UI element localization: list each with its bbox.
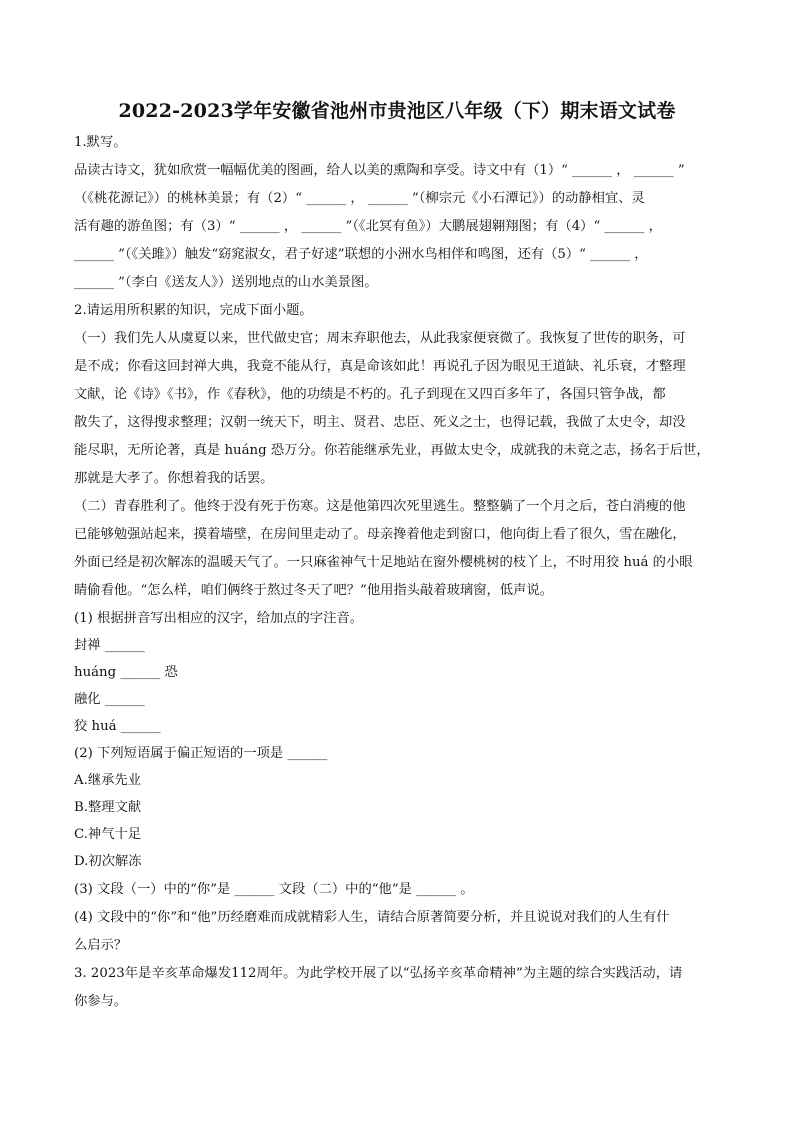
- text-line: 睛偷看他。“怎么样，咱们俩终于熬过冬天了吧？”他用指头敲着玻璃窗，低声说。: [74, 583, 553, 598]
- text-line: 文献，论《诗》《书》，作《春秋》，他的功绩是不朽的。孔子到现在又四百多年了，各国只管争战，都: [74, 387, 666, 402]
- text-line: ______ ”（《关雎》）触发“窈窕淑女，君子好逑”联想的小洲水鸟相伴和鸣图，还有（5）“ ______ ，: [74, 247, 648, 262]
- text-line: 能尽职，无所论著，真是 huáng 恐万分。你若能继承先业，再做太史令，成就我的未竟之志，扬名于后世，: [74, 443, 710, 458]
- text-line: 封禅 ______: [74, 638, 145, 653]
- text-line: B.整理文献: [74, 800, 142, 815]
- text-line: (1) 根据拼音写出相应的汉字，给加点的字注音。: [74, 611, 363, 626]
- text-line: 1.默写。: [74, 135, 127, 150]
- text-line: (2) 下列短语属于偏正短语的一项是 ______: [74, 746, 328, 761]
- text-line: (3) 文段（一）中的“你”是 ______ 文段（二）中的“他”是 ______ 。: [74, 882, 474, 897]
- text-line: C.神气十足: [74, 827, 142, 842]
- text-line: 已能够勉强站起来，摸着墙壁，在房间里走动了。母亲搀着他走到窗口，他向街上看了很久，雪在融化，: [74, 527, 686, 542]
- text-line: 品读古诗文，犹如欣赏一幅幅优美的图画，给人以美的熏陶和享受。诗文中有（1）“ ______ ， ______ ”: [74, 163, 685, 178]
- text-line: 散失了，这得搜求整理；汉朝一统天下，明主、贤君、忠臣、死义之士，也得记载，我做了太史令，却没: [74, 415, 686, 430]
- text-line: 活有趣的游鱼图；有（3）“ ______ ， ______ ”（《北冥有鱼》）大鹏展翅翱翔图；有（4）“ ______ ，: [74, 219, 662, 234]
- text-line: 是不成；你看这回封禅大典，我竟不能从行，真是命该如此！再说孔子因为眼见王道缺、礼乐衰，才整理: [74, 359, 686, 374]
- text-line: 你参与。: [74, 994, 128, 1009]
- text-line: 外面已经是初次解冻的温暖天气了。一只麻雀神气十足地站在窗外樱桃树的枝丫上，不时用狡 huá 的小眼: [74, 555, 693, 570]
- text-line: （一）我们先人从虞夏以来，世代做史官；周末弃职他去，从此我家便衰微了。我恢复了世传的职务，可: [74, 331, 686, 346]
- text-line: 狡 huá ______: [74, 719, 161, 734]
- text-line: (4) 文段中的“你”和“他”历经磨难而成就精彩人生，请结合原著简要分析，并且说说对我们的人生有什: [74, 910, 670, 925]
- text-line: A.继承先业: [74, 773, 142, 788]
- document-title: 2022-2023学年安徽省池州市贵池区八年级（下）期末语文试卷: [118, 100, 676, 122]
- text-line: 2.请运用所积累的知识，完成下面小题。: [74, 303, 313, 318]
- text-line: 那就是大孝了。你想着我的话罢。: [74, 471, 274, 486]
- text-line: 融化 ______: [74, 692, 145, 707]
- text-line: 么启示？: [74, 938, 128, 953]
- text-line: 3. 2023年是辛亥革命爆发112周年。为此学校开展了以“弘扬辛亥革命精神”为主题的综合实践活动，请: [74, 966, 683, 981]
- text-line: （二）青春胜利了。他终于没有死于伤寒。这是他第四次死里逃生。整整躺了一个月之后，苍白消瘦的他: [74, 499, 686, 514]
- text-line: D.初次解冻: [74, 854, 142, 869]
- text-line: huáng ______ 恐: [74, 665, 178, 680]
- text-line: （《桃花源记》）的桃林美景；有（2）“ ______ ， ______ ”（柳宗元《小石潭记》）的动静相宜、灵: [74, 191, 645, 206]
- text-line: ______ ”（李白《送友人》）送别地点的山水美景图。: [74, 275, 378, 290]
